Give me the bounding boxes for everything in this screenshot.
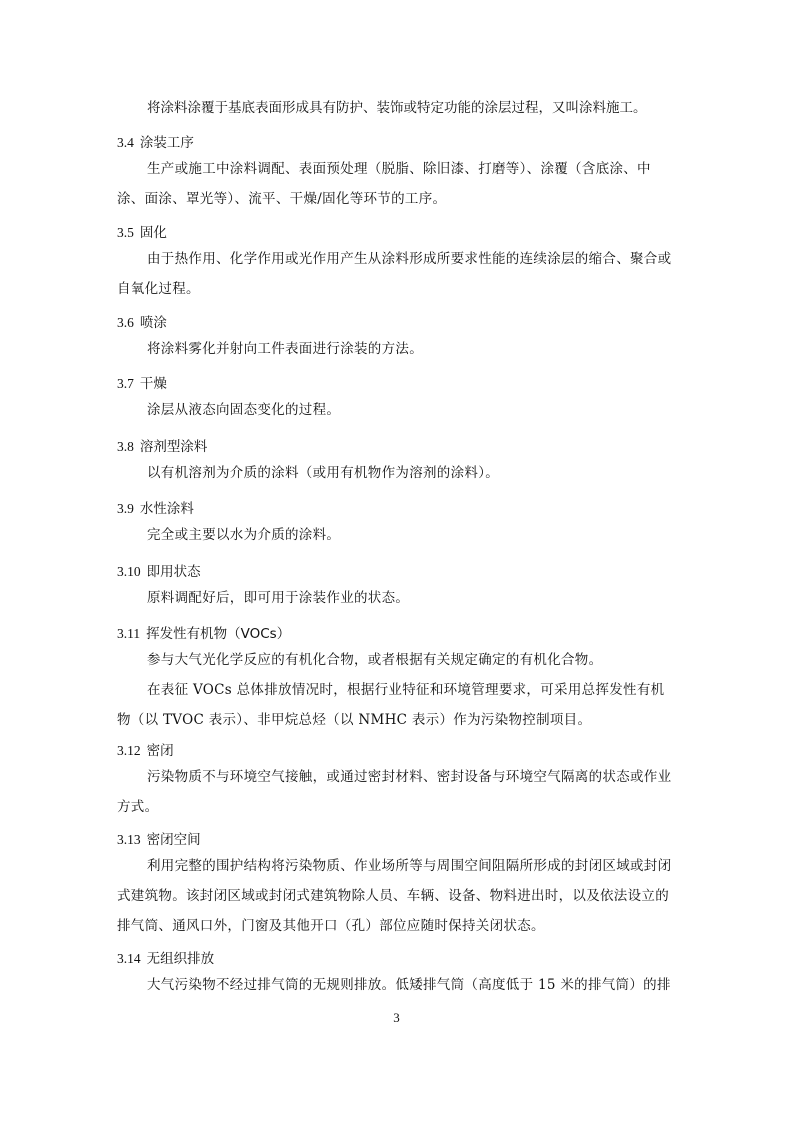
section-title: 喷涂	[139, 315, 167, 331]
page-number: 3	[393, 1010, 400, 1025]
section-heading	[117, 561, 677, 583]
section-paragraph: 利用完整的围护结构将污染物质、作业场所等与周围空间阻隔所形成的封闭区域或封闭式建筑物。该封闭区域或封闭式建筑物除人员、车辆、设备、物料进出时，以及依法设立的排气筒、通风口外，门窗及其他开口（孔）部位应随时保持关闭状态。	[117, 858, 672, 934]
section-paragraph: 在表征 VOCs 总体排放情况时，根据行业特征和环境管理要求，可采用总挥发性有机物（以 TVOC 表示）、非甲烷总烃（以 NMHC 表示）作为污染物控制项目。	[117, 682, 665, 728]
section-heading	[117, 829, 677, 851]
section-paragraph: 将涂料雾化并射向工件表面进行涂装的方法。	[147, 341, 423, 357]
section-3-12	[117, 740, 677, 822]
section-paragraph: 以有机溶剂为介质的涂料（或用有机物作为溶剂的涂料）。	[147, 465, 500, 481]
section-number: 3.8	[117, 439, 134, 454]
section-title: 固化	[139, 225, 167, 241]
section-heading	[117, 740, 677, 762]
section-3-5	[117, 222, 677, 304]
section-title: 涂装工序	[139, 135, 194, 151]
section-number: 3.5	[117, 225, 134, 240]
section-number: 3.13	[117, 832, 141, 847]
section-3-11	[117, 623, 677, 735]
section-number: 3.7	[117, 376, 134, 391]
section-paragraph: 完全或主要以水为介质的涂料。	[147, 527, 341, 543]
section-number: 3.6	[117, 315, 134, 330]
section-paragraph: 参与大气光化学反应的有机化合物，或者根据有关规定确定的有机化合物。	[147, 652, 603, 668]
section-title: 挥发性有机物（VOCs）	[146, 626, 291, 642]
section-number: 3.11	[117, 626, 141, 641]
section-title: 密闭空间	[146, 832, 201, 848]
section-3-13	[117, 829, 677, 941]
section-title: 干燥	[139, 376, 167, 392]
section-title: 水性涂料	[139, 501, 194, 517]
section-heading	[117, 222, 677, 244]
section-paragraph: 生产或施工中涂料调配、表面预处理（脱脂、除旧漆、打磨等）、涂覆（含底涂、中涂、面涂、罩光等）、流平、干燥/固化等环节的工序。	[117, 161, 651, 207]
section-number: 3.9	[117, 501, 134, 516]
section-3-8	[117, 436, 677, 488]
section-heading	[117, 498, 677, 520]
section-paragraph: 原料调配好后，即可用于涂装作业的状态。	[147, 590, 410, 606]
section-3-4	[117, 132, 677, 214]
section-number: 3.12	[117, 743, 141, 758]
section-number: 3.14	[117, 951, 141, 966]
section-number: 3.4	[117, 135, 134, 150]
section-title: 溶剂型涂料	[139, 439, 208, 455]
section-number: 3.10	[117, 564, 141, 579]
section-3-9	[117, 498, 677, 550]
section-3-6	[117, 312, 677, 364]
section-paragraph: 大气污染物不经过排气筒的无规则排放。低矮排气筒（高度低于 15 米的排气筒）的排	[147, 977, 671, 993]
section-title: 即用状态	[146, 564, 201, 580]
section-heading	[117, 948, 677, 970]
section-heading	[117, 623, 677, 645]
intro-paragraph: 将涂料涂覆于基底表面形成具有防护、装饰或特定功能的涂层过程，又叫涂料施工。	[147, 100, 647, 116]
section-3-10	[117, 561, 677, 613]
section-paragraph: 污染物质不与环境空气接触，或通过密封材料、密封设备与环境空气隔离的状态或作业方式。	[117, 769, 672, 815]
section-heading	[117, 373, 677, 395]
section-title: 密闭	[146, 743, 174, 759]
section-3-14	[117, 948, 677, 1000]
section-heading	[117, 132, 677, 154]
section-paragraph: 涂层从液态向固态变化的过程。	[147, 402, 341, 418]
section-paragraph: 由于热作用、化学作用或光作用产生从涂料形成所要求性能的连续涂层的缩合、聚合或自氧化过程。	[117, 251, 672, 297]
section-heading	[117, 436, 677, 458]
section-heading	[117, 312, 677, 334]
section-3-7	[117, 373, 677, 425]
section-title: 无组织排放	[146, 951, 215, 967]
